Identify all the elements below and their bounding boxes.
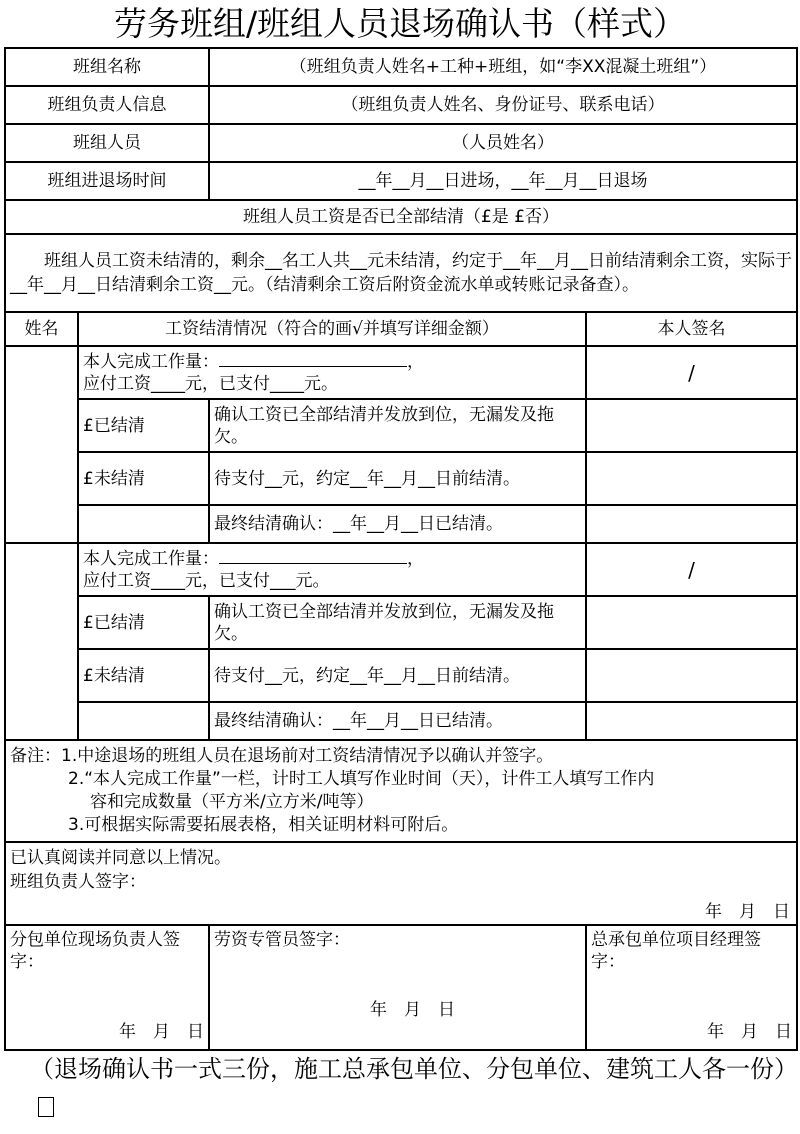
- team-leader-label: 班组负责人信息: [5, 86, 209, 124]
- entry-2-final-signature[interactable]: [586, 702, 797, 740]
- header-name: 姓名: [5, 312, 78, 346]
- notes-cell: [5, 740, 797, 842]
- entry-1-unsettled-row: [5, 452, 797, 505]
- team-members-label: 班组人员: [5, 124, 209, 162]
- entry-1-final-blank: [78, 505, 209, 543]
- entry-1-payable: 应付工资____元，已支付____元。: [83, 374, 338, 394]
- header-signature: 本人签名: [586, 312, 797, 346]
- entry-1-settled-option[interactable]: £已结清: [78, 399, 209, 452]
- entry-1-settled-signature[interactable]: [586, 399, 797, 452]
- entry-2-workload-label: 本人完成工作量：: [83, 549, 219, 569]
- agreement-row: [5, 842, 797, 925]
- general-contractor-label: 总承包单位项目经理签字：: [591, 930, 761, 972]
- agreement-line-2: 班组负责人签字：: [10, 872, 146, 892]
- entry-1-settled-desc: 确认工资已全部结清并发放到位，无漏发及拖欠。: [209, 399, 586, 452]
- entry-2-settled-row: [5, 596, 797, 649]
- confirmation-form: [4, 47, 798, 1051]
- footer-text: （退场确认书一式三份，施工总承包单位、分包单位、建筑工人各一份）: [30, 1055, 798, 1083]
- team-name-field[interactable]: （班组负责人姓名+工种+班组，如“李XX混凝土班组”）: [209, 48, 797, 86]
- entry-2-final-blank: [78, 702, 209, 740]
- note-2a: 2.“本人完成工作量”一栏，计时工人填写作业时间（天），计件工人填写工作内: [68, 769, 655, 789]
- entry-2-settled-desc: 确认工资已全部结清并发放到位，无漏发及拖欠。: [209, 596, 586, 649]
- signatures-row: [5, 925, 797, 1050]
- entry-1-workload-row: [5, 346, 797, 399]
- note-2b: 容和完成数量（平方米/立方米/吨等）: [90, 792, 374, 812]
- team-name-label: 班组名称: [5, 48, 209, 86]
- entry-2-settled-signature[interactable]: [586, 596, 797, 649]
- entry-2-unsettled-row: [5, 649, 797, 702]
- entry-1-settled-row: [5, 399, 797, 452]
- team-name-row: [5, 48, 797, 86]
- subcontractor-signature-cell[interactable]: [5, 925, 209, 1050]
- entry-2-unsettled-option[interactable]: £未结清: [78, 649, 209, 702]
- table-header-row: [5, 312, 797, 346]
- team-time-row: [5, 162, 797, 200]
- entry-1-slash: /: [586, 346, 797, 399]
- entry-2-workload-blank[interactable]: [219, 547, 407, 564]
- labor-manager-signature-cell[interactable]: [209, 925, 586, 1050]
- note-3: 3.可根据实际需要拓展表格，相关证明材料可附后。: [68, 815, 459, 835]
- team-leader-field[interactable]: （班组负责人姓名、身份证号、联系电话）: [209, 86, 797, 124]
- entry-2-unsettled-desc: 待支付__元，约定__年__月__日前结清。: [209, 649, 586, 702]
- entry-1-workload-label: 本人完成工作量：: [83, 352, 219, 372]
- unsettled-paragraph-row: [5, 234, 797, 312]
- entry-1-workload-blank[interactable]: [219, 350, 407, 367]
- entry-2-workload-row: [5, 543, 797, 596]
- entry-2-final-row: [5, 702, 797, 740]
- entry-2-payable: 应付工资____元，已支付___元。: [83, 571, 330, 591]
- subcontractor-date: 年 月 日: [119, 1022, 204, 1042]
- general-contractor-signature-cell[interactable]: [586, 925, 797, 1050]
- entry-1-unsettled-option[interactable]: £未结清: [78, 452, 209, 505]
- entry-1-name-cell[interactable]: [5, 346, 78, 543]
- header-wage-status: 工资结清情况（符合的画√并填写详细金额）: [78, 312, 586, 346]
- entry-2-unsettled-signature[interactable]: [586, 649, 797, 702]
- entry-2-name-cell[interactable]: [5, 543, 78, 740]
- labor-manager-date: 年 月 日: [370, 1000, 455, 1020]
- notes-row: [5, 740, 797, 842]
- team-time-field[interactable]: __年__月__日进场，__年__月__日退场: [209, 162, 797, 200]
- entry-2-workload-cell[interactable]: 本人完成工作量： ， 应付工资____元，已支付___元。: [78, 543, 586, 596]
- checkbox-icon[interactable]: [38, 1097, 54, 1117]
- wage-question[interactable]: 班组人员工资是否已全部结清（£是 £否）: [5, 200, 797, 234]
- entry-1-unsettled-desc: 待支付__元，约定__年__月__日前结清。: [209, 452, 586, 505]
- labor-manager-label: 劳资专管员签字：: [214, 930, 350, 950]
- unsettled-paragraph[interactable]: 班组人员工资未结清的，剩余__名工人共__元未结清，约定于__年__月__日前结清剩余工资，实际于__年__月__日结清剩余工资__元。（结清剩余工资后附资金流水单或转账记录备查）。: [5, 234, 797, 312]
- entry-2-settled-option[interactable]: £已结清: [78, 596, 209, 649]
- agreement-line-1: 已认真阅读并同意以上情况。: [10, 848, 231, 868]
- entry-2-slash: /: [586, 543, 797, 596]
- agreement-cell[interactable]: [5, 842, 797, 925]
- entry-1-final-signature[interactable]: [586, 505, 797, 543]
- entry-1-workload-cell[interactable]: 本人完成工作量： ， 应付工资____元，已支付____元。: [78, 346, 586, 399]
- entry-1-final-confirm: 最终结清确认：__年__月__日已结清。: [209, 505, 586, 543]
- note-1: 1.中途退场的班组人员在退场前对工资结清情况予以确认并签字。: [61, 746, 554, 766]
- wage-question-row: [5, 200, 797, 234]
- team-leader-row: [5, 86, 797, 124]
- footer-note: [30, 1050, 798, 1126]
- team-time-label: 班组进退场时间: [5, 162, 209, 200]
- agreement-date: 年 月 日: [705, 902, 790, 922]
- notes-prefix: 备注：: [10, 746, 61, 766]
- entry-2-final-confirm: 最终结清确认：__年__月__日已结清。: [209, 702, 586, 740]
- team-members-row: [5, 124, 797, 162]
- entry-1-unsettled-signature[interactable]: [586, 452, 797, 505]
- subcontractor-label: 分包单位现场负责人签字：: [10, 930, 180, 972]
- page-title: 劳务班组/班组人员退场确认书（样式）: [113, 4, 687, 43]
- entry-1-final-row: [5, 505, 797, 543]
- general-contractor-date: 年 月 日: [707, 1022, 792, 1042]
- team-members-field[interactable]: （人员姓名）: [209, 124, 797, 162]
